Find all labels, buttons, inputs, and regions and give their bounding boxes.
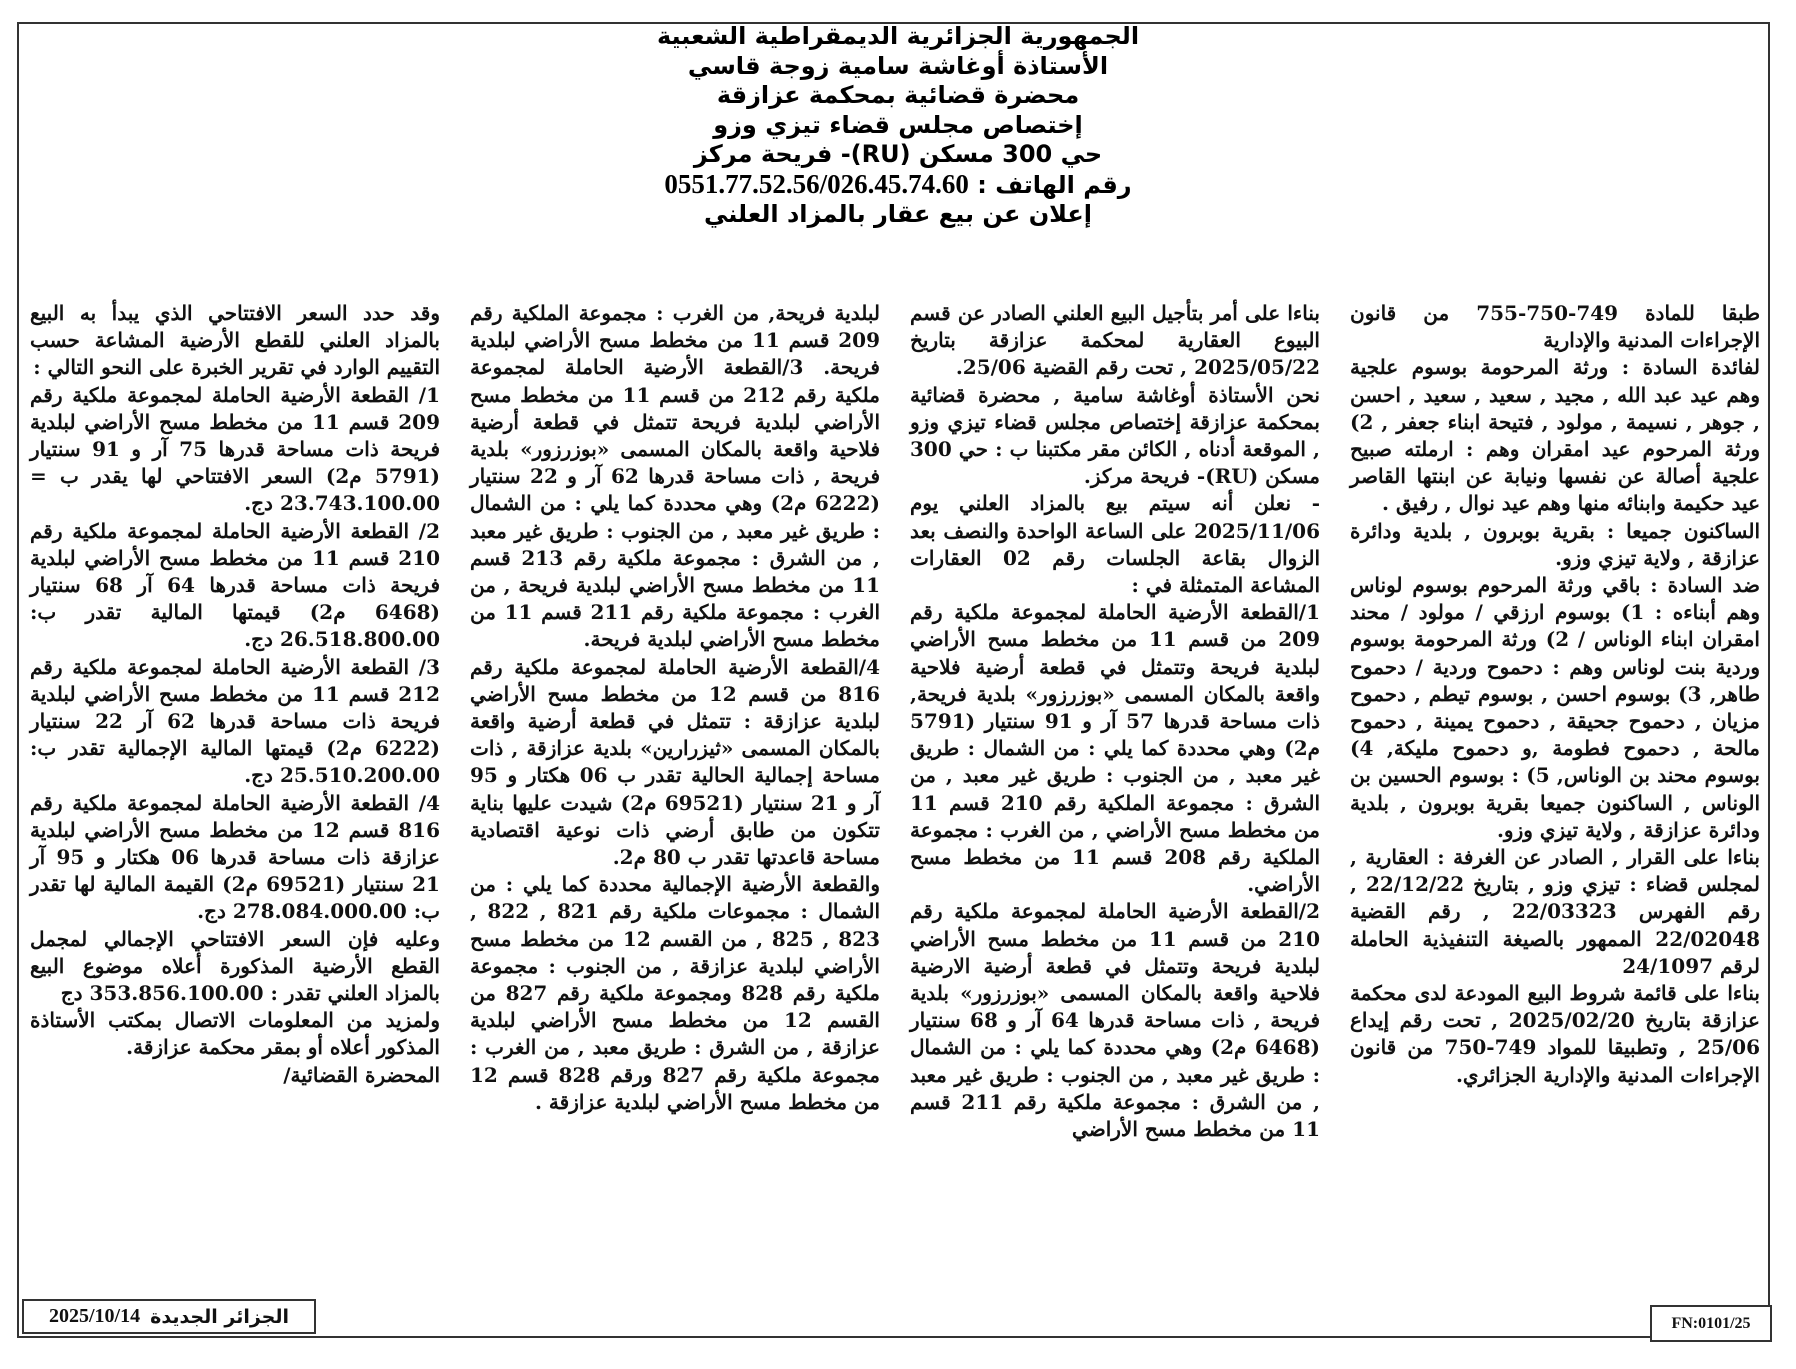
publication-stamp (22, 1299, 316, 1334)
phone-number: 0551.77.52.56/026.45.74.60 (664, 168, 969, 199)
notice-body (30, 300, 1760, 1290)
paragraph-plot-2-3: لبلدية فريحة, من الغرب : مجموعة الملكية رقم 209 قسم 11 من مخطط مسح الأراضي لبلدية فريحة. 3/القطعة الأرضية الحاملة لمجموعة ملكية رقم 212 من قسم 11 من مخطط مسح الأراضي لبلدية فريحة تتمثل في قطعة أرضية فلاحية واقعة بالمكان المسمى «بوزرزور» بلدية فريحة , ذات مساحة قدرها 62 آر و 22 سنتيار (6222 م2) وهي محددة كما يلي : من الشمال : طريق غير معبد , من الجنوب : طريق غير معبد , من الشرق : مجموعة ملكية رقم 213 قسم 11 من مخطط مسح الأراضي لبلدية فريحة , من الغرب : مجموعة ملكية رقم 211 قسم 11 من مخطط مسح الأراضي لبلدية فريحة. (470, 301, 881, 652)
paragraph-legal-basis: طبقا للمادة 749-750-755 من قانون الإجراءات المدنية والإدارية (1350, 301, 1760, 353)
notice-title: إعلان عن بيع عقار بالمزاد العلني (703, 200, 1093, 228)
paragraph-bailiff-intro: نحن الأستاذة أوغاشة سامية , محضرة قضائية بمحكمة عزازقة إختصاص مجلس قضاء تيزي وزو , الموقعة أدناه , الكائن مقر مكتبنا ب : حي 300 مسكن (RU)- فريحة مركز. (910, 382, 1320, 489)
header-line-bailiff-name: الأستاذة أوغاشة سامية زوجة قاسي (687, 51, 1109, 80)
paragraph-opening-price-intro: وقد حدد السعر الافتتاحي الذي يبدأ به البيع بالمزاد العلني للقطع الأرضية المشاعة حسب التقييم الوارد في تقرير الخبرة على النحو التالي : (30, 301, 440, 380)
file-number-badge: FN:0101/25 (1650, 1305, 1772, 1342)
header-line-address: حي 300 مسكن (RU)- فريحة مركز (693, 140, 1103, 168)
notice-header (0, 22, 1796, 230)
paragraph-beneficiaries: لفائدة السادة : ورثة المرحومة بوسوم علجية وهم عيد عبد الله , مجيد , سعيد , سعيد , احسن , جوهر , نسيمة , مولود , فتيحة ابناء جعفر , 2) ورثة المرحوم عيد امقران وهم : ارملته صبيح علجية أصالة عن نفسها ونيابة عن ابنتها القاصر عيد حكيمة وابنائه منها وهم عيد نوال , رفيق . (1350, 355, 1760, 516)
newspaper-name: الجزائر الجديدة (150, 1305, 290, 1328)
column-4 (30, 300, 440, 1290)
paragraph-court-decision: بناءا على القرار , الصادر عن الغرفة : العقارية , لمجلس قضاء : تيزي وزو , بتاريخ 22/12/22 , رقم الفهرس 22/03323 , رقم القضية 22/02048 الممهور بالصيغة التنفيذية الحاملة لرقم 24/1097 (1350, 845, 1761, 978)
header-line-office: محضرة قضائية بمحكمة عزازقة (716, 81, 1080, 109)
phone-label: رقم الهاتف : (977, 170, 1132, 199)
header-line-republic: الجمهورية الجزائرية الديمقراطية الشعبية (656, 22, 1140, 50)
paragraph-auction-announcement: - نعلن أنه سيتم بيع بالمزاد العلني يوم 2025/11/06 على الساعة الواحدة والنصف بعد الزوال بقاعة الجلسات رقم 02 العقارات المشاعة المتمثلة في : (910, 491, 1321, 598)
paragraph-beneficiaries-address: الساكنون جميعا : بقرية بوبرون , بلدية ودائرة عزازقة , ولاية تيزي وزو. (1350, 518, 1760, 570)
paragraph-price-plot-2: 2/ القطعة الأرضية الحاملة لمجموعة ملكية رقم 210 قسم 11 من مخطط مسح الأراضي لبلدية فريحة ذات مساحة قدرها 64 آر 68 سنتيار (6468 م2) قيمتها المالية تقدر ب: 26.518.800.00 دج. (30, 518, 441, 652)
signature: المحضرة القضائية/ (283, 1062, 440, 1087)
column-3 (470, 300, 880, 1290)
paragraph-plot-2: 2/القطعة الأرضية الحاملة لمجموعة ملكية رقم 210 من قسم 11 من مخطط مسح الأراضي لبلدية فريحة وتتمثل في قطعة أرضية الارضية فلاحية واقعة بالمكان المسمى «بوزرزور» بلدية فريحة , ذات مساحة قدرها 64 آر و 68 سنتيار (6468 م2) وهي محددة كما يلي : من الشمال : طريق غير معبد , من الجنوب : طريق غير معبد , من الشرق : مجموعة ملكية رقم 211 قسم 11 من مخطط مسح الأراضي (910, 899, 1321, 1142)
paragraph-price-plot-4: 4/ القطعة الأرضية الحاملة لمجموعة ملكية رقم 816 قسم 12 من مخطط مسح الأراضي لبلدية عزازقة ذات مساحة قدرها 06 هكتار و 95 آر 21 سنتيار (69521 م2) القيمة المالية لها تقدر ب: 278.084.000.00 دج. (30, 790, 440, 924)
publication-date: 2025/10/14 (49, 1305, 141, 1327)
paragraph-contact-info: ولمزيد من المعلومات الاتصال بمكتب الأستاذة المذكور أعلاه أو بمقر محكمة عزازقة. (30, 1008, 440, 1060)
column-1 (1350, 300, 1760, 1290)
paragraph-price-plot-3: 3/ القطعة الأرضية الحاملة لمجموعة ملكية رقم 212 قسم 11 من مخطط مسح الأراضي لبلدية فريحة ذات مساحة قدرها 62 آر 22 سنتيار (6222 م2) قيمتها المالية الإجمالية تقدر ب: 25.510.200.00 دج. (30, 654, 441, 788)
paragraph-plot-4-boundaries: والقطعة الأرضية الإجمالية محددة كما يلي : من الشمال : مجموعات ملكية رقم 821 , 822 , 823 , 825 , من القسم 12 من مخطط مسح الأراضي لبلدية عزازقة , من الجنوب : مجموعة ملكية رقم 828 ومجموعة ملكية رقم 827 من القسم 12 من مخطط مسح الأراضي لبلدية عزازقة , من الشرق : طريق معبد , من الغرب : مجموعة ملكية رقم 827 ورقم 828 قسم 12 من مخطط مسح الأراضي لبلدية عزازقة . (470, 872, 881, 1114)
column-2 (910, 300, 1320, 1290)
header-line-phone (0, 170, 1796, 201)
paragraph-plot-1: 1/القطعة الأرضية الحاملة لمجموعة ملكية رقم 209 من قسم 11 من مخطط مسح الأراضي لبلدية فريحة وتتمثل في قطعة أرضية فلاحية واقعة بالمكان المسمى «بوزرزور» بلدية فريحة, ذات مساحة قدرها 57 آر و 91 سنتيار (5791 م2) وهي محددة كما يلي : من الشمال : طريق غير معبد , من الجنوب : طريق غير معبد , من الشرق : مجموعة الملكية رقم 210 قسم 11 من مخطط مسح الأراضي , من الغرب : مجموعة الملكية رقم 208 قسم 11 من مخطط مسح الأراضي. (910, 600, 1321, 897)
paragraph-defendants: ضد السادة : باقي ورثة المرحوم بوسوم لوناس وهم أبناءه : 1) بوسوم ارزقي / مولود / محند امقران ابناء الوناس / 2) ورثة المرحومة بوسوم وردية بنت لوناس وهم : دحموح وردية / دحموح طاهر, 3) بوسوم احسن , بوسوم تيطم , دحموح مزيان , دحموح جحيقة , دحموح يمينة , دحموح مالحة , دحموح فطومة ,و دحموح مليكة, 4) بوسوم محند بن الوناس, 5) : بوسوم الحسين بن الوناس , الساكنون جميعا بقرية بوبرون , بلدية ودائرة عزازقة , ولاية تيزي وزو. (1350, 573, 1760, 842)
paragraph-plot-4: 4/القطعة الأرضية الحاملة لمجموعة ملكية رقم 816 من قسم 12 من مخطط مسح الأراضي لبلدية عزازقة : تتمثل في قطعة أرضية واقعة بالمكان المسمى «ثيزرارين» بلدية عزازقة , ذات مساحة إجمالية الحالية تقدر ب 06 هكتار و 95 آر و 21 سنتيار (69521 م2) شيدت عليها بناية تتكون من طابق أرضي ذات نوعية اقتصادية مساحة قاعدتها تقدر ب 80 م2. (470, 654, 880, 870)
paragraph-postponement-order: بناءا على أمر بتأجيل البيع العلني الصادر عن قسم البيوع العقارية لمحكمة عزازقة بتاريخ 2025/05/22 , تحت رقم القضية 25/06. (910, 301, 1320, 380)
paragraph-sale-conditions: بناءا على قائمة شروط البيع المودعة لدى محكمة عزازقة بتاريخ 2025/02/20 , تحت رقم إيداع 25/06 , وتطبيقا للمواد 749-750 من قانون الإجراءات المدنية والإدارية الجزائري. (1350, 981, 1760, 1087)
paragraph-total-price: وعليه فإن السعر الافتتاحي الإجمالي لمجمل القطع الأرضية المذكورة أعلاه موضوع البيع بالمزاد العلني تقدر : 353.856.100.00 دج (30, 926, 440, 1006)
header-line-jurisdiction: إختصاص مجلس قضاء تيزي وزو (713, 110, 1083, 139)
paragraph-price-plot-1: 1/ القطعة الأرضية الحاملة لمجموعة ملكية رقم 209 قسم 11 من مخطط مسح الأراضي لبلدية فريحة ذات مساحة قدرها 75 آر و 91 سنتيار (5791 م2) السعر الافتتاحي لها يقدر ب = 23.743.100.00 دج. (30, 382, 441, 516)
